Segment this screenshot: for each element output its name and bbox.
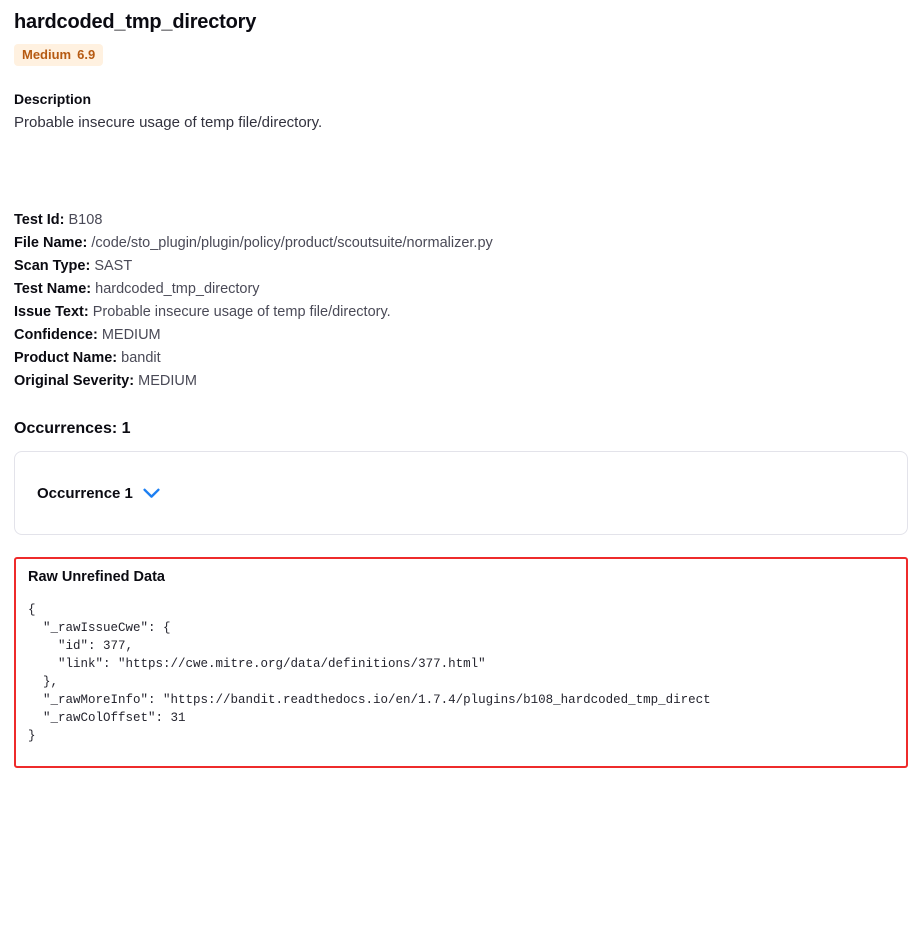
detail-value: /code/sto_plugin/plugin/policy/product/scoutsuite/normalizer.py: [91, 235, 493, 251]
detail-key: Issue Text:: [14, 304, 89, 320]
description-label: Description: [14, 91, 92, 107]
page-title: hardcoded_tmp_directory: [14, 11, 257, 33]
detail-row-product-name: [14, 347, 908, 370]
detail-row-confidence: [14, 324, 908, 347]
severity-label: Medium: [22, 47, 72, 62]
status-badge: [14, 44, 103, 66]
detail-value: MEDIUM: [101, 327, 161, 343]
detail-row-test-id: [14, 209, 908, 232]
detail-value: B108: [68, 212, 103, 228]
detail-key: File Name:: [14, 235, 88, 251]
detail-key: Test Name:: [14, 281, 92, 297]
detail-key: Test Id:: [14, 212, 65, 228]
occurrence-card[interactable]: [14, 451, 908, 535]
detail-row-file-name: [14, 232, 908, 255]
detail-value: bandit: [121, 350, 161, 366]
detail-key: Confidence:: [14, 327, 98, 343]
detail-value: MEDIUM: [138, 373, 197, 389]
occurrences-heading: Occurrences: 1: [14, 420, 131, 437]
issue-detail-panel: [0, 10, 922, 930]
detail-key: Product Name:: [14, 350, 118, 366]
detail-row-original-severity: [14, 370, 908, 393]
raw-data-json: { "_rawIssueCwe": { "id": 377, "link": "https://cwe.mitre.org/data/definitions/377.html" }, "_rawMoreInfo": "https://bandit.readthedocs.io/en/1.7.4/plugins/b108_hardcoded_tmp_direct "_rawColOffset": 31 }: [28, 603, 711, 743]
detail-value: SAST: [94, 258, 133, 274]
detail-row-scan-type: [14, 255, 908, 278]
detail-row-issue-text: [14, 301, 908, 324]
occurrence-label: Occurrence 1: [37, 484, 133, 502]
chevron-down-icon[interactable]: [143, 488, 160, 499]
severity-score: 6.9: [77, 47, 96, 62]
detail-value: hardcoded_tmp_directory: [95, 281, 260, 297]
raw-data-label: Raw Unrefined Data: [28, 569, 165, 585]
detail-value: Probable insecure usage of temp file/directory.: [92, 304, 391, 320]
detail-key: Scan Type:: [14, 258, 91, 274]
detail-row-test-name: [14, 278, 908, 301]
detail-key: Original Severity:: [14, 373, 135, 389]
description-text: Probable insecure usage of temp file/directory.: [14, 114, 323, 131]
details-list: [14, 209, 908, 393]
raw-unrefined-data-section: [14, 557, 908, 768]
